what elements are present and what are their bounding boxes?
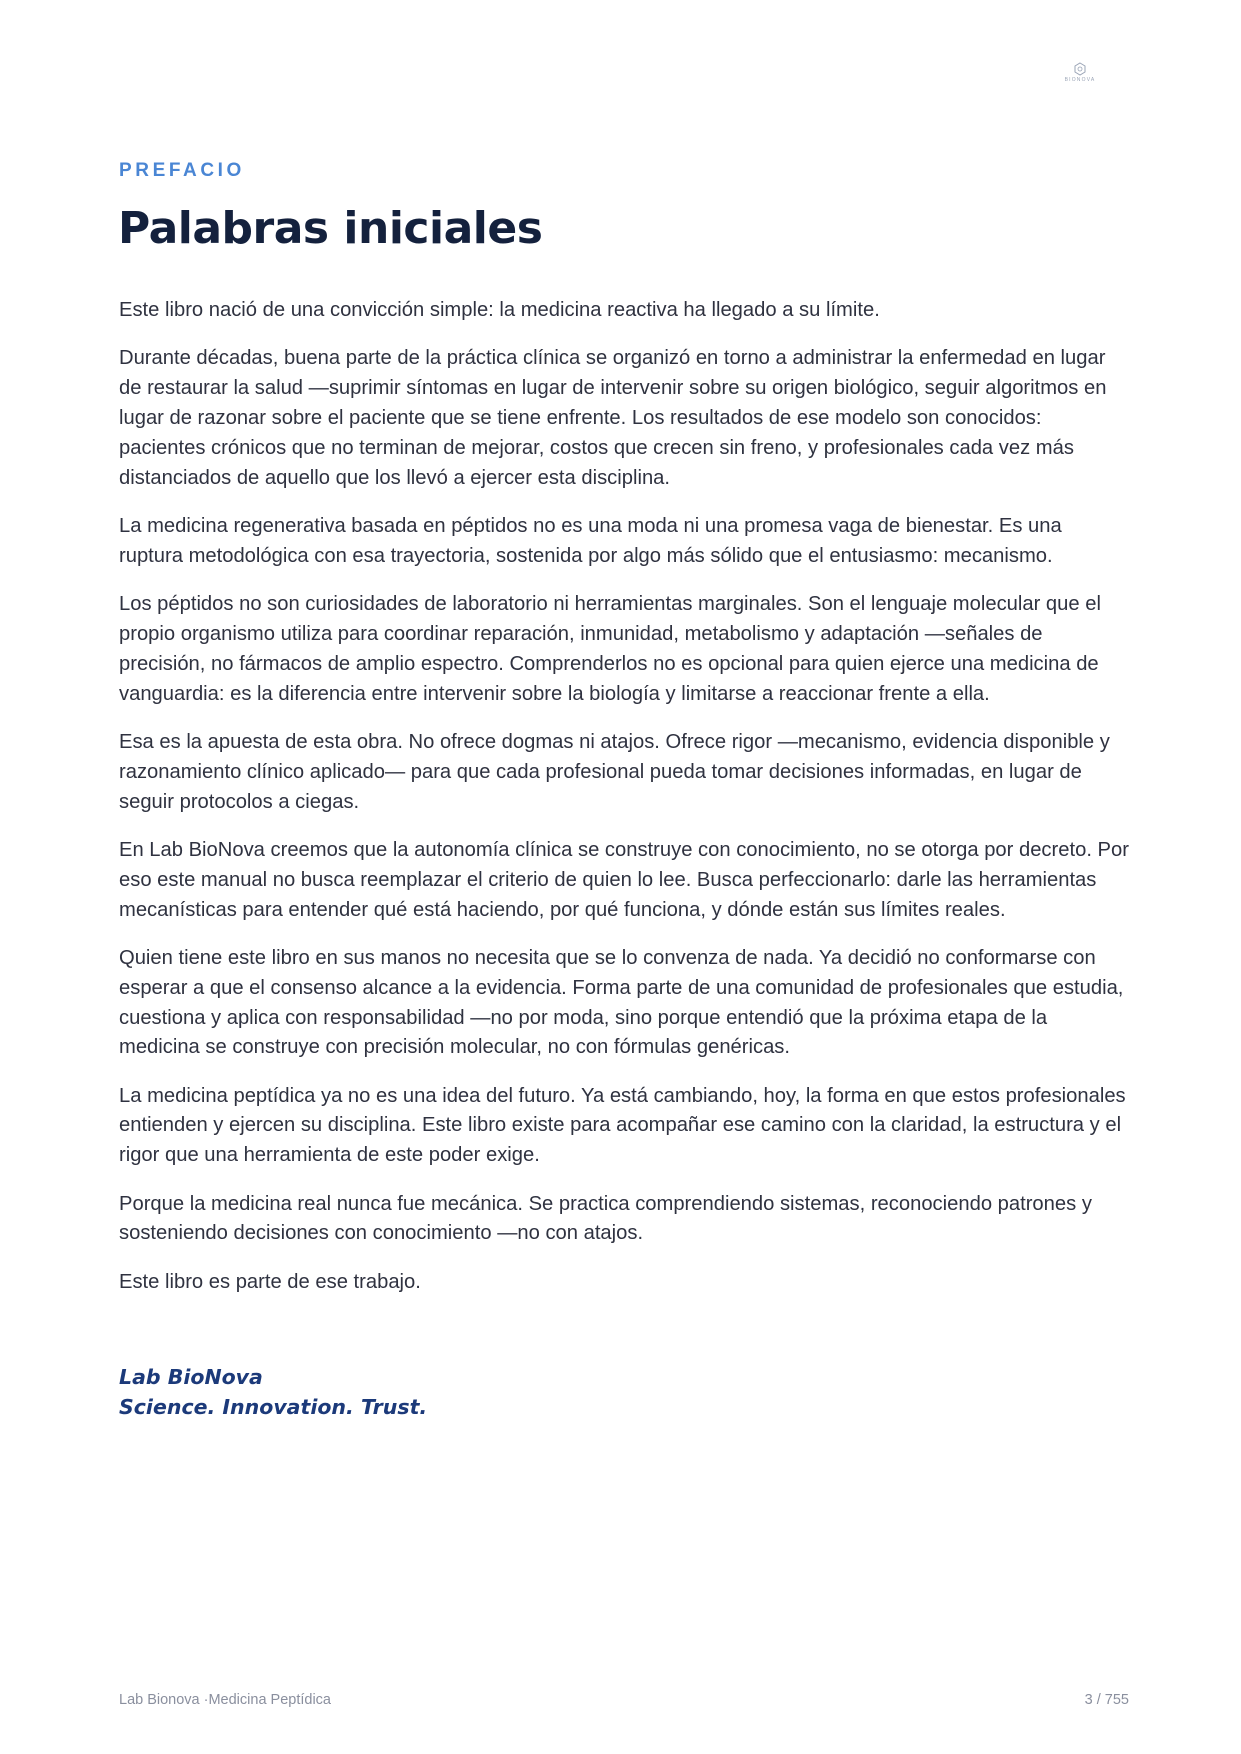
paragraph: Este libro nació de una convicción simple: la medicina reactiva ha llegado a su límite. — [119, 299, 880, 321]
section-kicker: PREFACIO — [119, 160, 245, 181]
paragraph: Durante décadas, buena parte de la práctica clínica se organizó en torno a administrar la enfermedad en lugar de restaurar la salud —suprimir síntomas en lugar de intervenir sobre su origen biológico, seguir algoritmos en lugar de razonar sobre el paciente que se tiene enfrente. Los resultados de ese modelo son conocidos: pacientes crónicos que no terminan de mejorar, costos que crecen sin freno, y profesionales cada vez más distanciados de aquello que los llevó a ejercer esta disciplina. — [119, 347, 1107, 489]
signature-name: Lab BioNova — [119, 1365, 263, 1389]
paragraph: Quien tiene este libro en sus manos no necesita que se lo convenza de nada. Ya decidió no conformarse con esperar a que el consenso alcance a la evidencia. Forma parte de una comunidad de profesionales que estudia, cuestiona y aplica con responsabilidad —no por moda, sino porque entendió que la próxima etapa de la medicina se construye con precisión molecular, no con fórmulas genéricas. — [119, 946, 1124, 1059]
signature — [119, 1362, 427, 1422]
paragraph: En Lab BioNova creemos que la autonomía clínica se construye con conocimiento, no se otorga por decreto. Por eso este manual no busca reemplazar el criterio de quien lo lee. Busca perfeccionarlo: darle las herramientas mecanísticas para entender qué está haciendo, por qué funciona, y dónde están sus límites reales. — [119, 838, 1129, 921]
paragraph: La medicina regenerativa basada en péptidos no es una moda ni una promesa vaga de bienestar. Es una ruptura metodológica con esa trayectoria, sostenida por algo más sólido que el entusiasmo: mecanismo. — [119, 514, 1062, 567]
bionova-logo — [1060, 62, 1100, 86]
paragraph: Los péptidos no son curiosidades de laboratorio ni herramientas marginales. Son el lenguaje molecular que el propio organismo utiliza para coordinar reparación, inmunidad, metabolismo y adaptación —señales de precisión, no fármacos de amplio espectro. Comprenderlos no es opcional para quien ejerce una medicina de vanguardia: es la diferencia entre intervenir sobre la biología y limitarse a reaccionar frente a ella. — [119, 593, 1101, 705]
paragraph: La medicina peptídica ya no es una idea del futuro. Ya está cambiando, hoy, la forma en que estos profesionales entienden y ejercen su disciplina. Este libro existe para acompañar ese camino con la claridad, la estructura y el rigor que una herramienta de este poder exige. — [119, 1084, 1126, 1167]
signature-tagline: Science. Innovation. Trust. — [119, 1395, 428, 1419]
footer-title: Lab Bionova ·Medicina Peptídica — [119, 1692, 331, 1708]
logo-text: BIONOVA — [1064, 77, 1096, 83]
bionova-hexagon-logo-icon — [1074, 62, 1086, 76]
paragraph: Esa es la apuesta de esta obra. No ofrece dogmas ni atajos. Ofrece rigor —mecanismo, evidencia disponible y razonamiento clínico aplicado— para que cada profesional pueda tomar decisiones informadas, en lugar de seguir protocolos a ciegas. — [119, 730, 1110, 813]
page-number: 3 / 755 — [1084, 1692, 1129, 1708]
paragraph: Este libro es parte de ese trabajo. — [119, 1270, 421, 1293]
page-title: Palabras iniciales — [118, 203, 543, 254]
paragraph: Porque la medicina real nunca fue mecánica. Se practica comprendiendo sistemas, reconociendo patrones y sosteniendo decisiones con conocimiento —no con atajos. — [119, 1192, 1092, 1245]
preface-body — [119, 296, 1129, 1316]
